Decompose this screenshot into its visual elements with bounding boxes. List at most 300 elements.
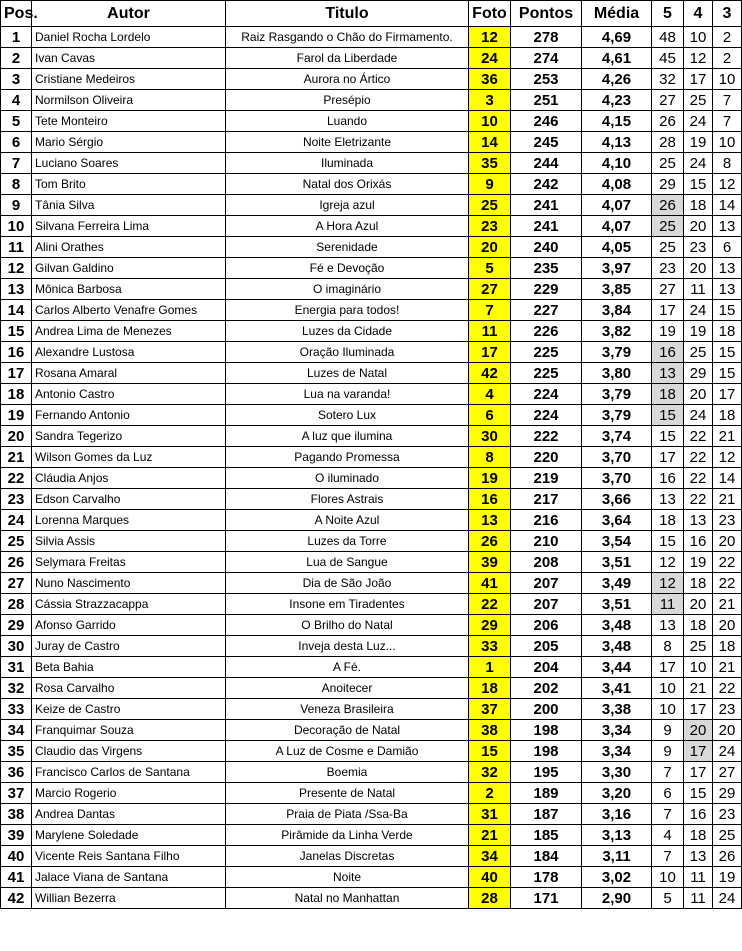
- cell-pontos: 251: [511, 90, 582, 111]
- table-row: [1, 237, 742, 258]
- cell-foto: 16: [469, 489, 511, 510]
- cell-titulo: A Fé.: [226, 657, 469, 678]
- table-row: [1, 489, 742, 510]
- cell-media: 4,13: [582, 132, 652, 153]
- cell-titulo: Noite Eletrizante: [226, 132, 469, 153]
- cell-media: 4,15: [582, 111, 652, 132]
- cell-votes-3: 19: [713, 867, 742, 888]
- cell-pontos: 207: [511, 594, 582, 615]
- cell-titulo: Janelas Discretas: [226, 846, 469, 867]
- table-row: [1, 699, 742, 720]
- cell-autor: Mônica Barbosa: [32, 279, 226, 300]
- cell-pos: 29: [1, 615, 32, 636]
- cell-media: 3,79: [582, 342, 652, 363]
- cell-autor: Antonio Castro: [32, 384, 226, 405]
- cell-votes-4: 17: [684, 69, 713, 90]
- header-row: [1, 1, 742, 27]
- cell-foto: 37: [469, 699, 511, 720]
- cell-votes-3: 15: [713, 342, 742, 363]
- cell-pos: 15: [1, 321, 32, 342]
- cell-votes-3: 29: [713, 783, 742, 804]
- cell-pos: 23: [1, 489, 32, 510]
- cell-votes-3: 22: [713, 678, 742, 699]
- cell-pontos: 240: [511, 237, 582, 258]
- cell-votes-5: 15: [652, 531, 684, 552]
- cell-votes-5: 26: [652, 111, 684, 132]
- cell-titulo: Inveja desta Luz...: [226, 636, 469, 657]
- cell-votes-4: 18: [684, 573, 713, 594]
- cell-titulo: Luzes da Cidade: [226, 321, 469, 342]
- cell-media: 3,97: [582, 258, 652, 279]
- cell-foto: 25: [469, 195, 511, 216]
- cell-autor: Alini Orathes: [32, 237, 226, 258]
- cell-votes-4: 15: [684, 783, 713, 804]
- cell-media: 3,49: [582, 573, 652, 594]
- cell-foto: 2: [469, 783, 511, 804]
- cell-titulo: Praia de Piata /Ssa-Ba: [226, 804, 469, 825]
- cell-titulo: Boemia: [226, 762, 469, 783]
- cell-foto: 38: [469, 720, 511, 741]
- header-media: Média: [582, 1, 652, 27]
- cell-titulo: Luando: [226, 111, 469, 132]
- cell-pos: 30: [1, 636, 32, 657]
- cell-media: 4,07: [582, 216, 652, 237]
- table-row: [1, 174, 742, 195]
- cell-autor: Afonso Garrido: [32, 615, 226, 636]
- cell-autor: Tete Monteiro: [32, 111, 226, 132]
- cell-media: 3,11: [582, 846, 652, 867]
- cell-media: 4,10: [582, 153, 652, 174]
- cell-pos: 9: [1, 195, 32, 216]
- cell-pontos: 207: [511, 573, 582, 594]
- cell-votes-5: 7: [652, 846, 684, 867]
- cell-pontos: 225: [511, 363, 582, 384]
- cell-votes-5: 25: [652, 237, 684, 258]
- cell-votes-4: 12: [684, 48, 713, 69]
- cell-titulo: Insone em Tiradentes: [226, 594, 469, 615]
- cell-pontos: 204: [511, 657, 582, 678]
- cell-foto: 21: [469, 825, 511, 846]
- table-row: [1, 657, 742, 678]
- table-body: [1, 27, 742, 909]
- cell-votes-3: 7: [713, 90, 742, 111]
- cell-autor: Rosa Carvalho: [32, 678, 226, 699]
- cell-votes-5: 16: [652, 342, 684, 363]
- cell-votes-5: 13: [652, 489, 684, 510]
- cell-votes-3: 23: [713, 510, 742, 531]
- cell-media: 3,66: [582, 489, 652, 510]
- cell-autor: Franquimar Souza: [32, 720, 226, 741]
- cell-pos: 8: [1, 174, 32, 195]
- cell-media: 3,85: [582, 279, 652, 300]
- cell-titulo: Noite: [226, 867, 469, 888]
- cell-foto: 3: [469, 90, 511, 111]
- cell-foto: 19: [469, 468, 511, 489]
- cell-votes-3: 20: [713, 615, 742, 636]
- cell-media: 3,51: [582, 594, 652, 615]
- cell-foto: 32: [469, 762, 511, 783]
- header-pontos: Pontos: [511, 1, 582, 27]
- cell-autor: Edson Carvalho: [32, 489, 226, 510]
- table-row: [1, 510, 742, 531]
- cell-pos: 33: [1, 699, 32, 720]
- cell-foto: 36: [469, 69, 511, 90]
- header-votes-4: 4: [684, 1, 713, 27]
- cell-pontos: 171: [511, 888, 582, 909]
- cell-pontos: 242: [511, 174, 582, 195]
- cell-pos: 24: [1, 510, 32, 531]
- cell-media: 3,84: [582, 300, 652, 321]
- cell-media: 3,16: [582, 804, 652, 825]
- cell-votes-4: 11: [684, 867, 713, 888]
- cell-pos: 32: [1, 678, 32, 699]
- table-row: [1, 384, 742, 405]
- cell-votes-3: 6: [713, 237, 742, 258]
- cell-votes-5: 28: [652, 132, 684, 153]
- cell-pontos: 241: [511, 216, 582, 237]
- cell-pos: 6: [1, 132, 32, 153]
- cell-titulo: O Brilho do Natal: [226, 615, 469, 636]
- cell-titulo: Pagando Promessa: [226, 447, 469, 468]
- cell-foto: 8: [469, 447, 511, 468]
- cell-foto: 10: [469, 111, 511, 132]
- cell-pontos: 216: [511, 510, 582, 531]
- cell-titulo: Lua na varanda!: [226, 384, 469, 405]
- cell-foto: 35: [469, 153, 511, 174]
- cell-pontos: 245: [511, 132, 582, 153]
- cell-titulo: Decoração de Natal: [226, 720, 469, 741]
- cell-foto: 27: [469, 279, 511, 300]
- cell-votes-5: 10: [652, 699, 684, 720]
- cell-autor: Juray de Castro: [32, 636, 226, 657]
- cell-autor: Marcio Rogerio: [32, 783, 226, 804]
- cell-autor: Carlos Alberto Venafre Gomes: [32, 300, 226, 321]
- cell-titulo: Energia para todos!: [226, 300, 469, 321]
- cell-autor: Lorenna Marques: [32, 510, 226, 531]
- cell-votes-4: 21: [684, 678, 713, 699]
- cell-titulo: O iluminado: [226, 468, 469, 489]
- cell-votes-5: 10: [652, 867, 684, 888]
- cell-votes-5: 25: [652, 216, 684, 237]
- table-row: [1, 216, 742, 237]
- table-row: [1, 741, 742, 762]
- cell-pontos: 244: [511, 153, 582, 174]
- cell-titulo: Presépio: [226, 90, 469, 111]
- cell-autor: Keize de Castro: [32, 699, 226, 720]
- cell-titulo: Dia de São João: [226, 573, 469, 594]
- cell-votes-4: 22: [684, 489, 713, 510]
- cell-media: 3,54: [582, 531, 652, 552]
- header-titulo: Titulo: [226, 1, 469, 27]
- cell-pos: 1: [1, 27, 32, 48]
- cell-pos: 7: [1, 153, 32, 174]
- table-row: [1, 762, 742, 783]
- cell-pontos: 185: [511, 825, 582, 846]
- table-row: [1, 27, 742, 48]
- cell-autor: Cássia Strazzacappa: [32, 594, 226, 615]
- cell-votes-3: 24: [713, 888, 742, 909]
- cell-foto: 29: [469, 615, 511, 636]
- cell-pos: 25: [1, 531, 32, 552]
- cell-titulo: Lua de Sangue: [226, 552, 469, 573]
- cell-pontos: 200: [511, 699, 582, 720]
- cell-media: 3,34: [582, 720, 652, 741]
- cell-pos: 18: [1, 384, 32, 405]
- cell-media: 4,08: [582, 174, 652, 195]
- cell-foto: 23: [469, 216, 511, 237]
- cell-autor: Cristiane Medeiros: [32, 69, 226, 90]
- cell-votes-4: 13: [684, 510, 713, 531]
- cell-votes-4: 25: [684, 342, 713, 363]
- cell-votes-4: 20: [684, 594, 713, 615]
- cell-votes-5: 9: [652, 720, 684, 741]
- cell-votes-5: 12: [652, 573, 684, 594]
- cell-pontos: 229: [511, 279, 582, 300]
- cell-pontos: 189: [511, 783, 582, 804]
- cell-media: 3,34: [582, 741, 652, 762]
- cell-media: 4,23: [582, 90, 652, 111]
- cell-votes-4: 24: [684, 405, 713, 426]
- cell-foto: 9: [469, 174, 511, 195]
- cell-votes-3: 2: [713, 48, 742, 69]
- table-row: [1, 363, 742, 384]
- cell-pontos: 224: [511, 405, 582, 426]
- cell-votes-4: 23: [684, 237, 713, 258]
- cell-votes-3: 14: [713, 195, 742, 216]
- cell-titulo: Luzes de Natal: [226, 363, 469, 384]
- cell-votes-5: 26: [652, 195, 684, 216]
- cell-pontos: 235: [511, 258, 582, 279]
- cell-pos: 2: [1, 48, 32, 69]
- table-row: [1, 783, 742, 804]
- cell-votes-4: 18: [684, 825, 713, 846]
- cell-votes-5: 32: [652, 69, 684, 90]
- cell-votes-4: 25: [684, 636, 713, 657]
- cell-titulo: Raiz Rasgando o Chão do Firmamento.: [226, 27, 469, 48]
- cell-autor: Cláudia Anjos: [32, 468, 226, 489]
- cell-media: 3,70: [582, 447, 652, 468]
- cell-votes-3: 21: [713, 489, 742, 510]
- cell-autor: Fernando Antonio: [32, 405, 226, 426]
- cell-votes-5: 29: [652, 174, 684, 195]
- header-autor: Autor: [32, 1, 226, 27]
- cell-pontos: 195: [511, 762, 582, 783]
- cell-autor: Marylene Soledade: [32, 825, 226, 846]
- cell-media: 3,44: [582, 657, 652, 678]
- cell-foto: 26: [469, 531, 511, 552]
- cell-votes-3: 13: [713, 216, 742, 237]
- cell-autor: Beta Bahia: [32, 657, 226, 678]
- cell-pontos: 241: [511, 195, 582, 216]
- cell-titulo: A Hora Azul: [226, 216, 469, 237]
- cell-titulo: Natal dos Orixás: [226, 174, 469, 195]
- table-row: [1, 426, 742, 447]
- cell-pontos: 274: [511, 48, 582, 69]
- cell-foto: 41: [469, 573, 511, 594]
- cell-pos: 26: [1, 552, 32, 573]
- cell-titulo: Igreja azul: [226, 195, 469, 216]
- cell-votes-3: 23: [713, 699, 742, 720]
- cell-titulo: Aurora no Ártico: [226, 69, 469, 90]
- cell-autor: Mario Sérgio: [32, 132, 226, 153]
- cell-autor: Tânia Silva: [32, 195, 226, 216]
- cell-pontos: 178: [511, 867, 582, 888]
- cell-foto: 31: [469, 804, 511, 825]
- cell-autor: Tom Brito: [32, 174, 226, 195]
- cell-autor: Andrea Lima de Menezes: [32, 321, 226, 342]
- header-votes-5: 5: [652, 1, 684, 27]
- cell-votes-3: 18: [713, 636, 742, 657]
- table-row: [1, 888, 742, 909]
- cell-pontos: 206: [511, 615, 582, 636]
- cell-foto: 34: [469, 846, 511, 867]
- cell-votes-3: 17: [713, 384, 742, 405]
- cell-foto: 22: [469, 594, 511, 615]
- cell-titulo: Anoitecer: [226, 678, 469, 699]
- cell-autor: Francisco Carlos de Santana: [32, 762, 226, 783]
- cell-foto: 17: [469, 342, 511, 363]
- cell-autor: Silvia Assis: [32, 531, 226, 552]
- cell-media: 3,79: [582, 405, 652, 426]
- cell-votes-4: 17: [684, 741, 713, 762]
- table-row: [1, 90, 742, 111]
- cell-titulo: Sotero Lux: [226, 405, 469, 426]
- cell-autor: Willian Bezerra: [32, 888, 226, 909]
- cell-autor: Rosana Amaral: [32, 363, 226, 384]
- cell-votes-4: 29: [684, 363, 713, 384]
- cell-pos: 22: [1, 468, 32, 489]
- cell-votes-3: 14: [713, 468, 742, 489]
- cell-votes-4: 11: [684, 279, 713, 300]
- cell-titulo: Farol da Liberdade: [226, 48, 469, 69]
- table-row: [1, 321, 742, 342]
- cell-votes-3: 8: [713, 153, 742, 174]
- cell-titulo: Luzes da Torre: [226, 531, 469, 552]
- cell-pos: 12: [1, 258, 32, 279]
- table-row: [1, 720, 742, 741]
- cell-foto: 24: [469, 48, 511, 69]
- table-row: [1, 531, 742, 552]
- cell-votes-4: 17: [684, 762, 713, 783]
- cell-pos: 42: [1, 888, 32, 909]
- cell-autor: Luciano Soares: [32, 153, 226, 174]
- table-row: [1, 804, 742, 825]
- cell-pontos: 210: [511, 531, 582, 552]
- cell-votes-4: 24: [684, 153, 713, 174]
- cell-pos: 19: [1, 405, 32, 426]
- table-row: [1, 678, 742, 699]
- cell-autor: Andrea Dantas: [32, 804, 226, 825]
- header-foto: Foto: [469, 1, 511, 27]
- cell-titulo: Veneza Brasileira: [226, 699, 469, 720]
- cell-votes-5: 48: [652, 27, 684, 48]
- cell-votes-5: 17: [652, 447, 684, 468]
- cell-votes-3: 12: [713, 447, 742, 468]
- cell-votes-3: 18: [713, 321, 742, 342]
- cell-autor: Gilvan Galdino: [32, 258, 226, 279]
- cell-media: 3,74: [582, 426, 652, 447]
- table-header: [1, 1, 742, 27]
- cell-votes-5: 10: [652, 678, 684, 699]
- cell-foto: 42: [469, 363, 511, 384]
- cell-foto: 28: [469, 888, 511, 909]
- cell-pontos: 224: [511, 384, 582, 405]
- cell-foto: 15: [469, 741, 511, 762]
- cell-votes-5: 7: [652, 804, 684, 825]
- cell-votes-5: 9: [652, 741, 684, 762]
- cell-pontos: 205: [511, 636, 582, 657]
- cell-votes-4: 18: [684, 195, 713, 216]
- cell-pos: 14: [1, 300, 32, 321]
- cell-pontos: 278: [511, 27, 582, 48]
- cell-media: 3,82: [582, 321, 652, 342]
- cell-pos: 10: [1, 216, 32, 237]
- cell-votes-4: 13: [684, 846, 713, 867]
- cell-titulo: Fé e Devoção: [226, 258, 469, 279]
- cell-foto: 33: [469, 636, 511, 657]
- cell-foto: 30: [469, 426, 511, 447]
- cell-votes-4: 11: [684, 888, 713, 909]
- cell-votes-4: 15: [684, 174, 713, 195]
- cell-autor: Silvana Ferreira Lima: [32, 216, 226, 237]
- cell-titulo: Iluminada: [226, 153, 469, 174]
- cell-votes-5: 15: [652, 426, 684, 447]
- cell-votes-3: 20: [713, 720, 742, 741]
- cell-media: 3,41: [582, 678, 652, 699]
- cell-autor: Nuno Nascimento: [32, 573, 226, 594]
- cell-votes-3: 12: [713, 174, 742, 195]
- table-row: [1, 48, 742, 69]
- cell-pos: 3: [1, 69, 32, 90]
- cell-media: 4,07: [582, 195, 652, 216]
- cell-foto: 11: [469, 321, 511, 342]
- cell-titulo: Serenidade: [226, 237, 469, 258]
- cell-autor: Daniel Rocha Lordelo: [32, 27, 226, 48]
- cell-votes-5: 13: [652, 363, 684, 384]
- cell-votes-3: 21: [713, 594, 742, 615]
- cell-pos: 35: [1, 741, 32, 762]
- cell-pontos: 225: [511, 342, 582, 363]
- cell-votes-5: 19: [652, 321, 684, 342]
- cell-votes-3: 2: [713, 27, 742, 48]
- cell-titulo: Presente de Natal: [226, 783, 469, 804]
- table-row: [1, 468, 742, 489]
- cell-votes-5: 7: [652, 762, 684, 783]
- cell-media: 3,30: [582, 762, 652, 783]
- table-row: [1, 615, 742, 636]
- table-row: [1, 447, 742, 468]
- cell-votes-5: 4: [652, 825, 684, 846]
- table-row: [1, 279, 742, 300]
- cell-media: 4,05: [582, 237, 652, 258]
- cell-pos: 17: [1, 363, 32, 384]
- header-pos: Pos.: [1, 1, 32, 27]
- cell-votes-5: 11: [652, 594, 684, 615]
- cell-autor: Claudio das Virgens: [32, 741, 226, 762]
- cell-media: 3,02: [582, 867, 652, 888]
- cell-foto: 1: [469, 657, 511, 678]
- cell-titulo: Natal no Manhattan: [226, 888, 469, 909]
- table-row: [1, 405, 742, 426]
- cell-media: 3,38: [582, 699, 652, 720]
- cell-votes-3: 13: [713, 258, 742, 279]
- cell-votes-5: 8: [652, 636, 684, 657]
- cell-pos: 13: [1, 279, 32, 300]
- cell-media: 4,69: [582, 27, 652, 48]
- cell-autor: Alexandre Lustosa: [32, 342, 226, 363]
- cell-votes-4: 18: [684, 615, 713, 636]
- cell-votes-5: 23: [652, 258, 684, 279]
